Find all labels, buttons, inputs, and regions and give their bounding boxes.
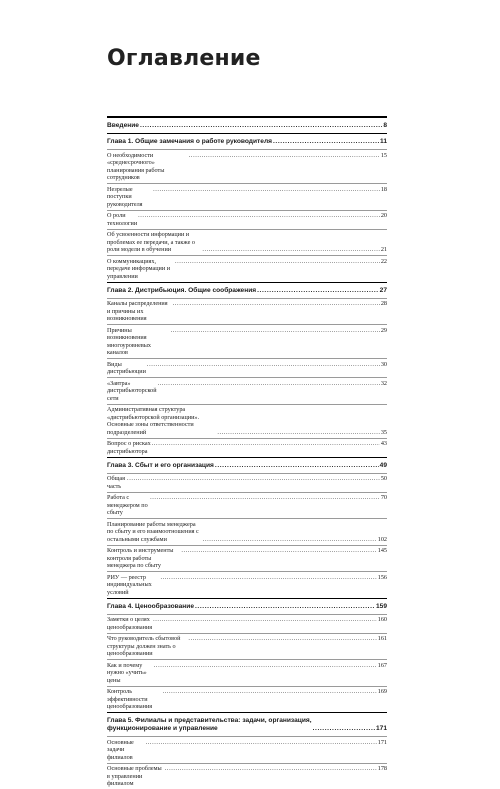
entry-label: Административная структура «дистрибьюторской организации». Основные зоны ответственности подразделений	[107, 406, 216, 436]
leader-dots	[217, 429, 379, 437]
chapter-label: Глава 4. Ценообразование	[107, 603, 194, 611]
leader-dots	[153, 186, 380, 194]
entry-label: Каналы распределения и причины их возникновения	[107, 300, 172, 323]
toc-entry[interactable]	[107, 659, 387, 686]
leader-dots	[153, 616, 377, 624]
entry-page: 167	[378, 662, 387, 670]
toc-entry[interactable]	[107, 324, 387, 358]
toc-entry[interactable]	[107, 255, 387, 282]
leader-dots	[150, 494, 380, 502]
leader-dots	[181, 547, 376, 555]
chapter-label: Глава 1. Общие замечания о работе руководителя	[107, 138, 272, 146]
leader-dots	[313, 725, 375, 733]
entry-label: Основные задачи филиалов	[107, 739, 145, 762]
toc-entry[interactable]	[107, 358, 387, 377]
chapter-5	[107, 712, 387, 789]
entry-label: Контроль эффективности ценообразования	[107, 688, 162, 711]
entry-page: 21	[381, 246, 387, 254]
entry-label: Незрелые поступки руководителя	[107, 186, 152, 209]
entry-page: 156	[378, 574, 387, 582]
leader-dots	[138, 212, 380, 220]
entry-page: 18	[381, 186, 387, 194]
table-of-contents	[107, 116, 387, 789]
entry-page: 102	[378, 536, 387, 544]
entry-page: 32	[381, 380, 387, 388]
entry-page: 35	[381, 429, 387, 437]
leader-dots	[171, 327, 380, 335]
entry-page: 161	[378, 635, 387, 643]
toc-entry[interactable]	[107, 571, 387, 598]
entry-page: 29	[381, 327, 387, 335]
chapter-page: 11	[380, 138, 387, 146]
entry-label: Основные проблемы в управлении филиалом	[107, 765, 164, 788]
leader-dots	[140, 122, 382, 130]
leader-dots	[195, 603, 375, 611]
leader-dots	[165, 765, 377, 773]
entry-page: 20	[381, 212, 387, 220]
entry-page: 70	[381, 494, 387, 502]
entry-page: 30	[381, 361, 387, 369]
toc-entry[interactable]	[107, 404, 387, 438]
leader-dots	[147, 361, 380, 369]
entry-page: 160	[378, 616, 387, 624]
entry-page: 50	[381, 475, 387, 483]
entry-label: Контроль и инструменты контроля работы менеджера по сбыту	[107, 547, 180, 570]
entry-label: РИУ — реестр индивидуальных условий	[107, 574, 159, 597]
toc-entry[interactable]	[107, 545, 387, 572]
entry-page: 171	[378, 739, 387, 747]
chapter-heading[interactable]	[107, 134, 387, 149]
entry-page: 43	[381, 440, 387, 448]
entry-page: 15	[381, 152, 387, 160]
chapter-label: Глава 3. Сбыт и его организация	[107, 462, 214, 470]
entry-page: 28	[381, 300, 387, 308]
leader-dots	[215, 462, 379, 470]
entry-label: Причины возникновения многоуровневых каналов	[107, 327, 170, 357]
toc-entry[interactable]	[107, 686, 387, 713]
chapter-page: 27	[380, 287, 387, 295]
intro-page: 8	[383, 122, 387, 130]
chapter-label-continued: функционирование и управление	[107, 725, 312, 733]
chapter-page: 49	[380, 462, 387, 470]
leader-dots	[189, 152, 380, 160]
entry-label: Планирование работы менеджера по сбыту и его взаимоотношения с остальными службами	[107, 521, 202, 544]
toc-entry[interactable]	[107, 763, 387, 789]
entry-label: Общая часть	[107, 475, 126, 490]
toc-entry[interactable]	[107, 614, 387, 633]
toc-entry[interactable]	[107, 518, 387, 545]
chapter-1	[107, 133, 387, 282]
chapter-heading[interactable]	[107, 283, 387, 298]
leader-dots	[160, 574, 376, 582]
leader-dots	[152, 440, 380, 448]
entry-page: 169	[378, 688, 387, 696]
page-title: Оглавление	[107, 46, 261, 71]
chapter-label: Глава 2. Дистрибьюция. Общие соображения	[107, 287, 256, 295]
entry-label: «Завтра» дистрибьюторской сети	[107, 380, 157, 403]
intro-heading[interactable]	[107, 118, 387, 133]
chapter-label-block	[107, 717, 312, 733]
leader-dots	[127, 475, 380, 483]
entry-page: 145	[378, 547, 387, 555]
chapter-page: 171	[376, 725, 387, 733]
leader-dots	[202, 246, 379, 254]
toc-entry[interactable]	[107, 473, 387, 492]
toc-entry[interactable]	[107, 298, 387, 325]
leader-dots	[203, 536, 377, 544]
toc-entry[interactable]	[107, 210, 387, 229]
entry-label: Что руководитель сбытовой структуры должен знать о ценообразовании	[107, 635, 187, 658]
toc-entry[interactable]	[107, 736, 387, 763]
toc-entry[interactable]	[107, 438, 387, 457]
entry-label: Об усвоенности информации и проблемах ее передачи, а также о роли модели в обучении	[107, 231, 201, 254]
entry-label: Заметки о целях ценообразования	[107, 616, 152, 631]
entry-label: Виды дистрибьюции	[107, 361, 146, 376]
leader-dots	[273, 138, 379, 146]
entry-label: Работа с менеджером по сбыту	[107, 494, 149, 517]
chapter-heading[interactable]	[107, 458, 387, 473]
leader-dots	[188, 635, 376, 643]
toc-entry[interactable]	[107, 633, 387, 660]
entry-label: О роли технологии	[107, 212, 137, 227]
leader-dots	[158, 380, 380, 388]
toc-entry[interactable]	[107, 492, 387, 519]
chapter-label: Глава 5. Филиалы и представительства: задачи, организация,	[107, 717, 312, 725]
entry-page: 178	[378, 765, 387, 773]
entry-page: 22	[381, 258, 387, 266]
chapter-4	[107, 598, 387, 713]
leader-dots	[175, 258, 380, 266]
toc-entry[interactable]	[107, 377, 387, 404]
chapter-heading[interactable]	[107, 713, 387, 736]
entry-label: О коммуникациях, передаче информации и управлении	[107, 258, 174, 281]
intro-label: Введение	[107, 122, 139, 130]
entry-label: Вопрос о рисках дистрибьютора	[107, 440, 151, 455]
leader-dots	[257, 287, 379, 295]
leader-dots	[154, 662, 377, 670]
chapter-page: 159	[376, 603, 387, 611]
leader-dots	[146, 739, 377, 747]
chapter-2	[107, 282, 387, 457]
leader-dots	[173, 300, 380, 308]
toc-entry[interactable]	[107, 149, 387, 183]
toc-entry[interactable]	[107, 183, 387, 210]
entry-label: О необходимости «среднесрочного» планирования работы сотрудников	[107, 152, 188, 182]
entry-label: Как и почему нужно «учить» цены	[107, 662, 153, 685]
toc-entry[interactable]	[107, 229, 387, 256]
chapter-heading[interactable]	[107, 599, 387, 614]
chapter-3	[107, 457, 387, 598]
leader-dots	[163, 688, 377, 696]
